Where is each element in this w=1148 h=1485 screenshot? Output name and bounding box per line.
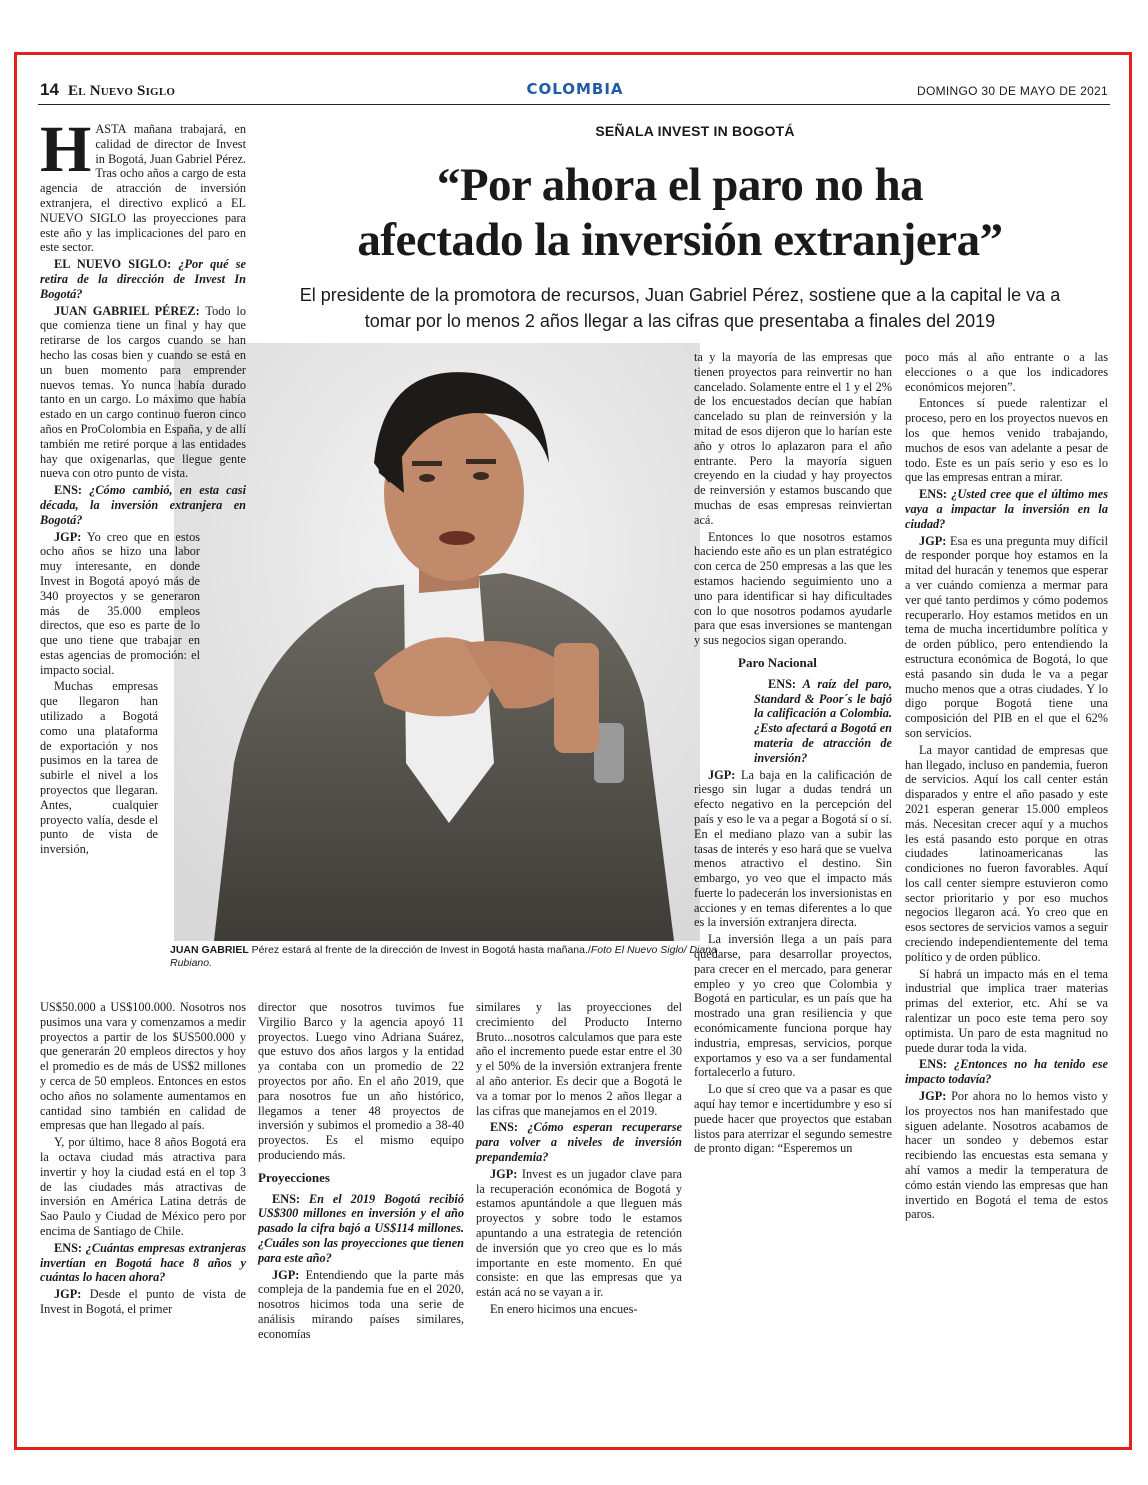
answer-text: Entendiendo que la parte más compleja de la pandemia fue en el 2020, nosotros hicimos toda una serie de análisis mirando países similares, economías bbox=[258, 1267, 464, 1341]
speaker-label: EL NUEVO SIGLO: bbox=[54, 257, 172, 272]
column-1-top bbox=[40, 113, 246, 859]
paragraph: Sí habrá un impacto más en el tema industrial que implica traer materias primas del exterior, etc. Ahí se va ralentizar un poco este tema pero soy optimista. Un paro de esta magnitud no puede durar toda la vida. bbox=[905, 966, 1108, 1055]
question-text: ¿Cuántas empresas extranjeras invertían en Bogotá hace 8 años y cuántas lo hacen ahora? bbox=[40, 1240, 246, 1285]
deck-line-1: El presidente de la promotora de recursos, Juan Gabriel Pérez, sostiene que a la capital le va a bbox=[299, 285, 1061, 305]
question-1 bbox=[40, 257, 246, 301]
headline-line-2: afectado la inversión extranjera” bbox=[357, 214, 1003, 266]
answer-text: Invest es un jugador clave para la recuperación económica de Bogotá y estamos apuntándole a que lleguen más proyectos y sobre todo le estamos apuntando a una estrategia de retención de inversión que yo creo que es lo más importante en este momento. En qué consiste: en que las empresas que ya están acá no se vayan a ir. bbox=[476, 1166, 682, 1300]
question-3 bbox=[40, 1241, 246, 1285]
paragraph: Entonces lo que nosotros estamos haciendo este año es un plan estratégico con cerca de 250 empresas a las que les estamos haciendo seguimiento uno a uno para identificar si hay dificultades con lo que nosotros podamos ayudarle para que esas inversiones se mantengan y sus negocios sigan operando. bbox=[694, 529, 892, 648]
question-text: En el 2019 Bogotá recibió US$300 millones en inversión y el año pasado la cifra bajó a US$114 millones. ¿Cuáles son las proyecciones que tienen para este año? bbox=[258, 1191, 464, 1265]
speaker-label: ENS: bbox=[768, 676, 797, 691]
newspaper-name: El Nuevo Siglo bbox=[68, 83, 176, 99]
column-1-bottom bbox=[40, 1000, 246, 1319]
intro-paragraph bbox=[40, 113, 246, 255]
article-deck bbox=[270, 282, 1090, 334]
answer-text: Por ahora no lo hemos visto y los proyectos nos han manifestado que siguen adelante. Nosotros acabamos de hacer un sondeo y debemos estar recibiendo las encuestas esta semana y ahí vamos a medir la temperatura de cómo están viendo las empresas que han invertido en Bogotá el tema de estos paros. bbox=[905, 1089, 1108, 1222]
question-text: ¿Por qué se retira de la dirección de Invest In Bogotá? bbox=[40, 257, 246, 301]
article-kicker: SEÑALA INVEST IN BOGOTÁ bbox=[595, 123, 795, 139]
headline-line-1: “Por ahora el paro no ha bbox=[436, 159, 924, 211]
portrait-photo bbox=[174, 343, 700, 941]
answer-4 bbox=[258, 1268, 464, 1342]
answer-2 bbox=[40, 530, 200, 678]
speaker-label: JGP: bbox=[919, 533, 947, 548]
speaker-label: ENS: bbox=[919, 1057, 948, 1072]
question-text: ¿Cómo cambió, en esta casi década, la inversión extranjera en Bogotá? bbox=[40, 483, 246, 527]
question-5 bbox=[476, 1120, 682, 1164]
paragraph: En enero hicimos una encues- bbox=[490, 1301, 638, 1316]
speaker-label: JUAN GABRIEL PÉREZ: bbox=[54, 303, 200, 318]
caption-credit: Foto El Nuevo Siglo/ Diana Rubiano. bbox=[170, 944, 717, 969]
answer-7 bbox=[905, 534, 1108, 741]
answer-text: Desde el punto de vista de Invest in Bogotá, el primer bbox=[40, 1287, 246, 1316]
paragraph-text: Muchas empresas que llegaron han utilizado a Bogotá como una plataforma de exportación y nos pusimos en la tarea de subirle el nivel a los proyectos que llegaran. Antes, cualquier proyecto valía, desde el punto de vista de inversión, bbox=[40, 679, 158, 857]
deck-line-2: tomar por lo menos 2 años llegar a las cifras que presentaba a finales del 2019 bbox=[364, 311, 996, 331]
column-3-bottom bbox=[476, 1000, 682, 1319]
issue-date: DOMINGO 30 DE MAYO DE 2021 bbox=[917, 84, 1108, 98]
speaker-label: ENS: bbox=[919, 487, 948, 502]
question-8 bbox=[905, 1057, 1108, 1087]
speaker-label: JGP: bbox=[54, 1287, 82, 1302]
subhead-proyecciones: Proyecciones bbox=[258, 1169, 330, 1185]
speaker-label: JGP: bbox=[54, 529, 82, 544]
paragraph: La inversión llega a un país para quedarse, para desarrollar proyectos, para crecer en el mercado, para generar empleo y yo creo que Colombia y Bogotá en particular, es un país que ha mostrado una gran resiliencia y que económicamente funciona porque hay industria, empresas, servicios, porque exportamos y eso va a ser fundamental fortalecerlo a futuro. bbox=[694, 932, 892, 1080]
answer-5 bbox=[476, 1167, 682, 1300]
paragraph: poco más al año entrante o a las elecciones o a que los indicadores económicos mejoren”. bbox=[905, 350, 1108, 394]
paragraph: Entonces sí puede ralentizar el proceso, pero en los proyectos nuevos en los que hemos venido trabajando, muchos de esos van adelante a pesar de todo. Este es un país serio y eso es lo que las empresas entran a mirar. bbox=[905, 396, 1108, 485]
portrait-photo-icon bbox=[174, 343, 700, 941]
masthead-rule bbox=[38, 104, 1110, 105]
article-headline bbox=[270, 158, 1090, 268]
photo-caption bbox=[170, 944, 730, 970]
paragraph: similares y las proyecciones del crecimiento del Producto Interno Bruto...nosotros calculamos que para este año el incremento puede estar entre el 30 y el 50% de la inversión extranjera frente al año anterior. Es decir que a Bogotá le va a tomar por lo menos 2 años llegar a las cifras que manejamos en el 2019. bbox=[476, 1000, 682, 1118]
paragraph: director que nosotros tuvimos fue Virgilio Barco y la agencia apoyó 11 proyectos. Luego vino Adriana Suárez, que estuvo dos años largos y la entidad ya contaba con un promedio de 22 proyectos por año. En el año 2019, que para nosotros fue un año histórico, llegamos a tener 48 proyectos de inversión y subimos el promedio a 38-40 proyectos. Es el mismo equipo produciendo más. bbox=[258, 1000, 464, 1162]
paragraph-muchas bbox=[40, 679, 158, 857]
answer-text: Yo creo que en estos ocho años se hizo una labor muy interesante, en donde Invest in Bogotá apoyó más de 340 proyectos y se generaron más de 35.000 empleos directos, que eso es parte de lo que uno tiene que trabajar en estas agencias de promoción: el impacto social. bbox=[40, 529, 200, 677]
question-6 bbox=[754, 677, 892, 766]
answer-8 bbox=[905, 1089, 1108, 1222]
column-2-bottom bbox=[258, 1000, 464, 1344]
speaker-label: JGP: bbox=[919, 1089, 947, 1104]
paragraph: US$50.000 a US$100.000. Nosotros nos pusimos una vara y comenzamos a medir proyectos a partir de los $US500.000 y que generarán 20 empleos directos y hoy el promedio es de más de US$2 millones y cerca de 50 empleos. Entonces en estos ocho años no solamente aumentamos en cantidad sino también en calidad de empresas que han llegado al país. bbox=[40, 1000, 246, 1133]
column-5 bbox=[905, 350, 1108, 1224]
question-text: ¿Entonces no ha tenido ese impacto todavía? bbox=[905, 1057, 1108, 1087]
speaker-label: ENS: bbox=[272, 1191, 301, 1206]
answer-3 bbox=[40, 1287, 246, 1317]
question-text: ¿Usted cree que el último mes vaya a impactar la inversión en la ciudad? bbox=[905, 487, 1108, 531]
drop-cap: H bbox=[40, 113, 92, 186]
question-text: ¿Cómo esperan recuperarse para volver a niveles de inversión prepandemia? bbox=[476, 1120, 682, 1164]
speaker-label: ENS: bbox=[54, 1240, 83, 1255]
speaker-label: JGP: bbox=[490, 1166, 518, 1181]
page-number: 14 bbox=[40, 80, 59, 99]
subhead-paro-nacional: Paro Nacional bbox=[738, 654, 817, 670]
question-7 bbox=[905, 487, 1108, 531]
paragraph: La mayor cantidad de empresas que han llegado, incluso en pandemia, fueron de servicios. Aquí los call center están disparados y entre el año pasado y este 2021 esperan generar 15.000 empleos más. Necesitan crecer aquí y a muchos les está pasando esto porque en otras ciudades latinoamericanas las condiciones no fueron favorables. Aquí los call center siempre estuvieron como sector prioritario y por eso muchos negocios llegaron acá. Yo creo que en esos sectores de servicios vamos a seguir creciendo independientemente del tema político y de orden público. bbox=[905, 742, 1108, 964]
column-4 bbox=[694, 350, 892, 1158]
question-text: A raíz del paro, Standard & Poor´s le bajó la calificación a Colombia. ¿Esto afectará a Bogotá en materia de atracción de inversión? bbox=[754, 676, 892, 765]
caption-name: JUAN GABRIEL bbox=[170, 944, 249, 956]
speaker-label: ENS: bbox=[490, 1120, 519, 1135]
speaker-label: ENS: bbox=[54, 483, 83, 498]
answer-6 bbox=[694, 768, 892, 931]
answer-text: Esa es una pregunta muy difícil de responder porque hoy estamos en la mitad del huracán y tenemos que esperar a ver cuándo comienza a mermar para ver qué tanto perdimos y cómo podemos recuperarlo. Hoy estamos metidos en un tema de mucha incertidumbre política y de orden público, pero entendiendo la estructura económica de Bogotá, lo que está pasando sin duda le va a pegar mucho menos que a otras ciudades. Y lo digo porque Bogotá tiene una composición del PIB en el que el 62% son servicios. bbox=[905, 533, 1108, 740]
question-4 bbox=[258, 1192, 464, 1266]
answer-text: La baja en la calificación de riesgo sin lugar a dudas tendrá un efecto negativo en la percepción del país y eso le va a pegar a Bogotá sí o sí. En el mediano plazo van a subir las tasas de interés y eso hará que se vuelva menos atractivo el destino. Sin embargo, yo veo que el impacto más fuerte lo padecerán los inversionistas en acciones y en temas diferentes a lo que es la inversión extranjera directa. bbox=[694, 767, 892, 930]
caption-text: Pérez estará al frente de la dirección de Invest in Bogotá hasta mañana./ bbox=[248, 944, 591, 956]
answer-1 bbox=[40, 304, 246, 482]
paragraph: Y, por último, hace 8 años Bogotá era la octava ciudad más atractiva para invertir y hoy la ciudad está en el top 3 de las ciudades más atractivas de inversión en América Latina detrás de Sao Paulo y Ciudad de México pero por encima de Santiago de Chile. bbox=[40, 1135, 246, 1238]
speaker-label: JGP: bbox=[708, 767, 736, 782]
speaker-label: JGP: bbox=[272, 1267, 300, 1282]
paragraph: ta y la mayoría de las empresas que tienen proyectos para reinvertir no han cancelado. Solamente entre el 1 y el 2% de los encuestados decían que habían cancelado su plan de reinversión y la mitad de esos dijeron que lo harían este año y otros lo aplazaron para el año entrante. Pero la mayoría siguen creyendo en la ciudad y hay proyectos de reinversión y estamos buscando que muchas de esas empresas reinviertan acá. bbox=[694, 350, 892, 527]
question-2 bbox=[40, 483, 246, 527]
answer-text: Todo lo que comienza tiene un final y hay que retirarse de los cargos cuando se han hecho las cosas bien y cuando se está en un buen momento para emprender nuevos temas. Yo nunca había durado tanto en un cargo. Lo máximo que había estado en un cargo continuo fueron cinco años en ProColombia en España, y de allí también me retiré porque a las entidades hay que oxigenarlas, que llegue gente nueva con otro punto de vista. bbox=[40, 303, 246, 481]
paragraph: Lo que sí creo que va a pasar es que aquí hay temor e incertidumbre y eso sí puede hacer que proyectos que estaban listos para aterrizar el segundo semestre de pronto digan: “Esperemos un bbox=[694, 1082, 892, 1156]
section-title: COLOMBIA bbox=[526, 80, 624, 98]
intro-text: ASTA mañana trabajará, en calidad de director de Invest in Bogotá, Juan Gabriel Pérez. Tras ocho años a cargo de esta agencia de atracción de inversión extranjera, el directivo explicó a EL NUEVO SIGLO las proyecciones para este año y las implicaciones del paro en este sector. bbox=[40, 122, 246, 255]
